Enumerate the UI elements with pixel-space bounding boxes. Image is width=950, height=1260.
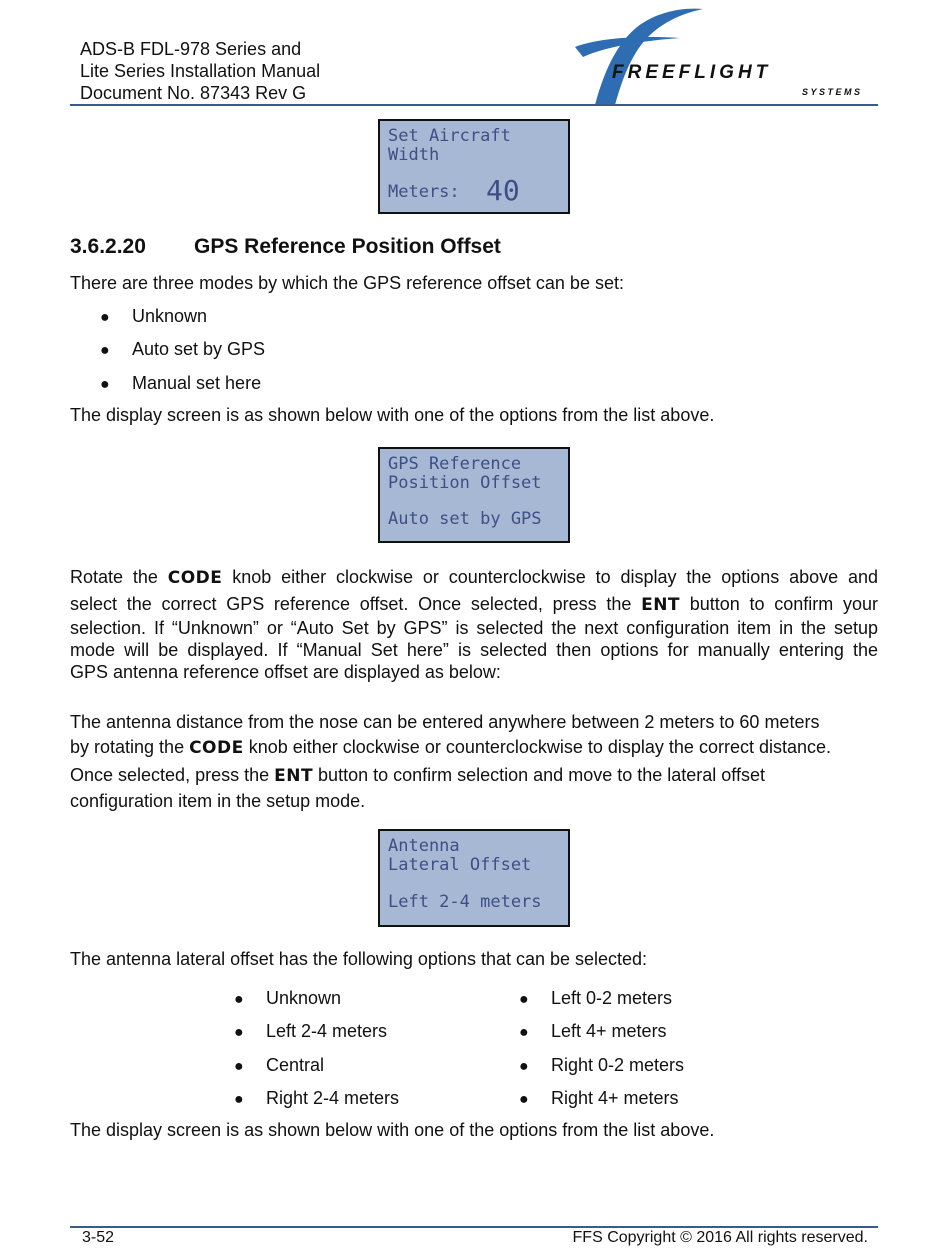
list-item bbox=[519, 1087, 679, 1111]
bullet-icon: ● bbox=[519, 1024, 529, 1041]
section-title: GPS Reference Position Offset bbox=[194, 235, 501, 258]
antenna-paragraph bbox=[70, 710, 878, 814]
bullet-icon: ● bbox=[234, 991, 244, 1008]
section-number: 3.6.2.20 bbox=[70, 235, 146, 258]
list-item-label: Auto set by GPS bbox=[132, 339, 266, 359]
bullet-icon: ● bbox=[100, 309, 110, 326]
lcd-line-2: Lateral Offset bbox=[388, 855, 532, 875]
bullet-icon: ● bbox=[234, 1058, 244, 1075]
paragraph-line: configuration item in the setup mode. bbox=[70, 791, 366, 811]
list-item-label: Manual set here bbox=[132, 373, 262, 393]
lcd-display-aircraft-width bbox=[378, 119, 570, 214]
text: button to confirm selection and move to the lateral offset bbox=[313, 765, 765, 785]
list-item-label: Unknown bbox=[266, 988, 342, 1008]
rotate-paragraph bbox=[70, 566, 878, 684]
text: button to confirm your bbox=[680, 594, 878, 614]
lcd-line-2: Width bbox=[388, 145, 440, 165]
list-item bbox=[100, 305, 207, 329]
list-item bbox=[234, 1020, 387, 1044]
code-knob-keyword: CODE bbox=[189, 738, 244, 758]
paragraph-line bbox=[70, 735, 878, 761]
document-header bbox=[80, 38, 320, 104]
bullet-icon: ● bbox=[234, 1024, 244, 1041]
list-item-label: Left 0-2 meters bbox=[551, 988, 673, 1008]
header-divider bbox=[70, 104, 878, 106]
lcd-line-2: Position Offset bbox=[388, 473, 542, 493]
text: knob either clockwise or counterclockwise to display the options above and bbox=[222, 567, 878, 587]
paragraph-line: selection. If “Unknown” or “Auto Set by GPS” is selected the next configuration item in the setup bbox=[70, 618, 878, 638]
ent-button-keyword: ENT bbox=[641, 595, 681, 615]
list-item-label: Right 0-2 meters bbox=[551, 1055, 685, 1075]
bullet-icon: ● bbox=[519, 1058, 529, 1075]
header-title-line-2: Lite Series Installation Manual bbox=[80, 61, 321, 81]
header-doc-number: Document No. 87343 Rev G bbox=[80, 83, 307, 103]
intro-paragraph: There are three modes by which the GPS reference offset can be set: bbox=[70, 273, 624, 293]
list-item-label: Left 2-4 meters bbox=[266, 1021, 388, 1041]
paragraph-line bbox=[70, 566, 878, 590]
logo-subtitle: SYSTEMS bbox=[802, 87, 863, 97]
copyright-notice: FFS Copyright © 2016 All rights reserved. bbox=[572, 1229, 868, 1246]
lcd-value: 40 bbox=[486, 174, 520, 207]
paragraph-line: mode will be displayed. If “Manual Set here” is selected then options for manually entering the bbox=[70, 640, 878, 660]
list-item bbox=[519, 1020, 667, 1044]
bullet-icon: ● bbox=[100, 342, 110, 359]
text: Once selected, press the bbox=[70, 765, 275, 785]
lateral-intro: The antenna lateral offset has the following options that can be selected: bbox=[70, 949, 648, 969]
lcd-line-3: Meters: bbox=[388, 182, 460, 202]
lcd-line-3: Auto set by GPS bbox=[388, 509, 542, 529]
list-item bbox=[234, 987, 341, 1011]
list-item bbox=[519, 987, 672, 1011]
list-item bbox=[100, 372, 261, 396]
text: by rotating the bbox=[70, 737, 190, 757]
bullet-icon: ● bbox=[519, 1091, 529, 1108]
text: select the correct GPS reference offset. Once selected, press the bbox=[70, 594, 642, 614]
lcd-display-lateral-offset bbox=[378, 829, 570, 927]
list-item-label: Unknown bbox=[132, 306, 208, 326]
footer-divider bbox=[70, 1226, 878, 1228]
lcd-line-1: Set Aircraft bbox=[388, 126, 511, 146]
list-item-label: Left 4+ meters bbox=[551, 1021, 667, 1041]
list-item-label: Central bbox=[266, 1055, 325, 1075]
lcd-display-gps-reference bbox=[378, 447, 570, 543]
ent-button-keyword: ENT bbox=[274, 766, 314, 786]
list-item bbox=[100, 338, 265, 362]
lcd-line-1: Antenna bbox=[388, 836, 460, 856]
list-item bbox=[519, 1054, 684, 1078]
section-heading bbox=[70, 235, 501, 259]
paragraph-line bbox=[70, 763, 878, 789]
bullet-icon: ● bbox=[519, 991, 529, 1008]
paragraph-line: GPS antenna reference offset are displayed as below: bbox=[70, 662, 501, 682]
logo-wordmark: FREEFLIGHT bbox=[612, 62, 772, 83]
code-knob-keyword: CODE bbox=[167, 568, 223, 588]
bullet-icon: ● bbox=[234, 1091, 244, 1108]
display-note: The display screen is as shown below with one of the options from the list above. bbox=[70, 1120, 715, 1140]
list-item bbox=[234, 1054, 324, 1078]
text: Rotate the bbox=[70, 567, 168, 587]
list-item-label: Right 2-4 meters bbox=[266, 1088, 400, 1108]
header-title-line-1: ADS-B FDL-978 Series and bbox=[80, 39, 302, 59]
lcd-line-1: GPS Reference bbox=[388, 454, 522, 474]
paragraph-line bbox=[70, 593, 878, 617]
list-item bbox=[234, 1087, 399, 1111]
list-item-label: Right 4+ meters bbox=[551, 1088, 679, 1108]
paragraph-line: The antenna distance from the nose can be entered anywhere between 2 meters to 60 meters bbox=[70, 712, 820, 732]
text: knob either clockwise or counterclockwise to display the correct distance. bbox=[243, 737, 832, 757]
display-note: The display screen is as shown below with one of the options from the list above. bbox=[70, 405, 715, 425]
lcd-line-3: Left 2-4 meters bbox=[388, 892, 542, 912]
page-number: 3-52 bbox=[82, 1229, 115, 1246]
bullet-icon: ● bbox=[100, 376, 110, 393]
